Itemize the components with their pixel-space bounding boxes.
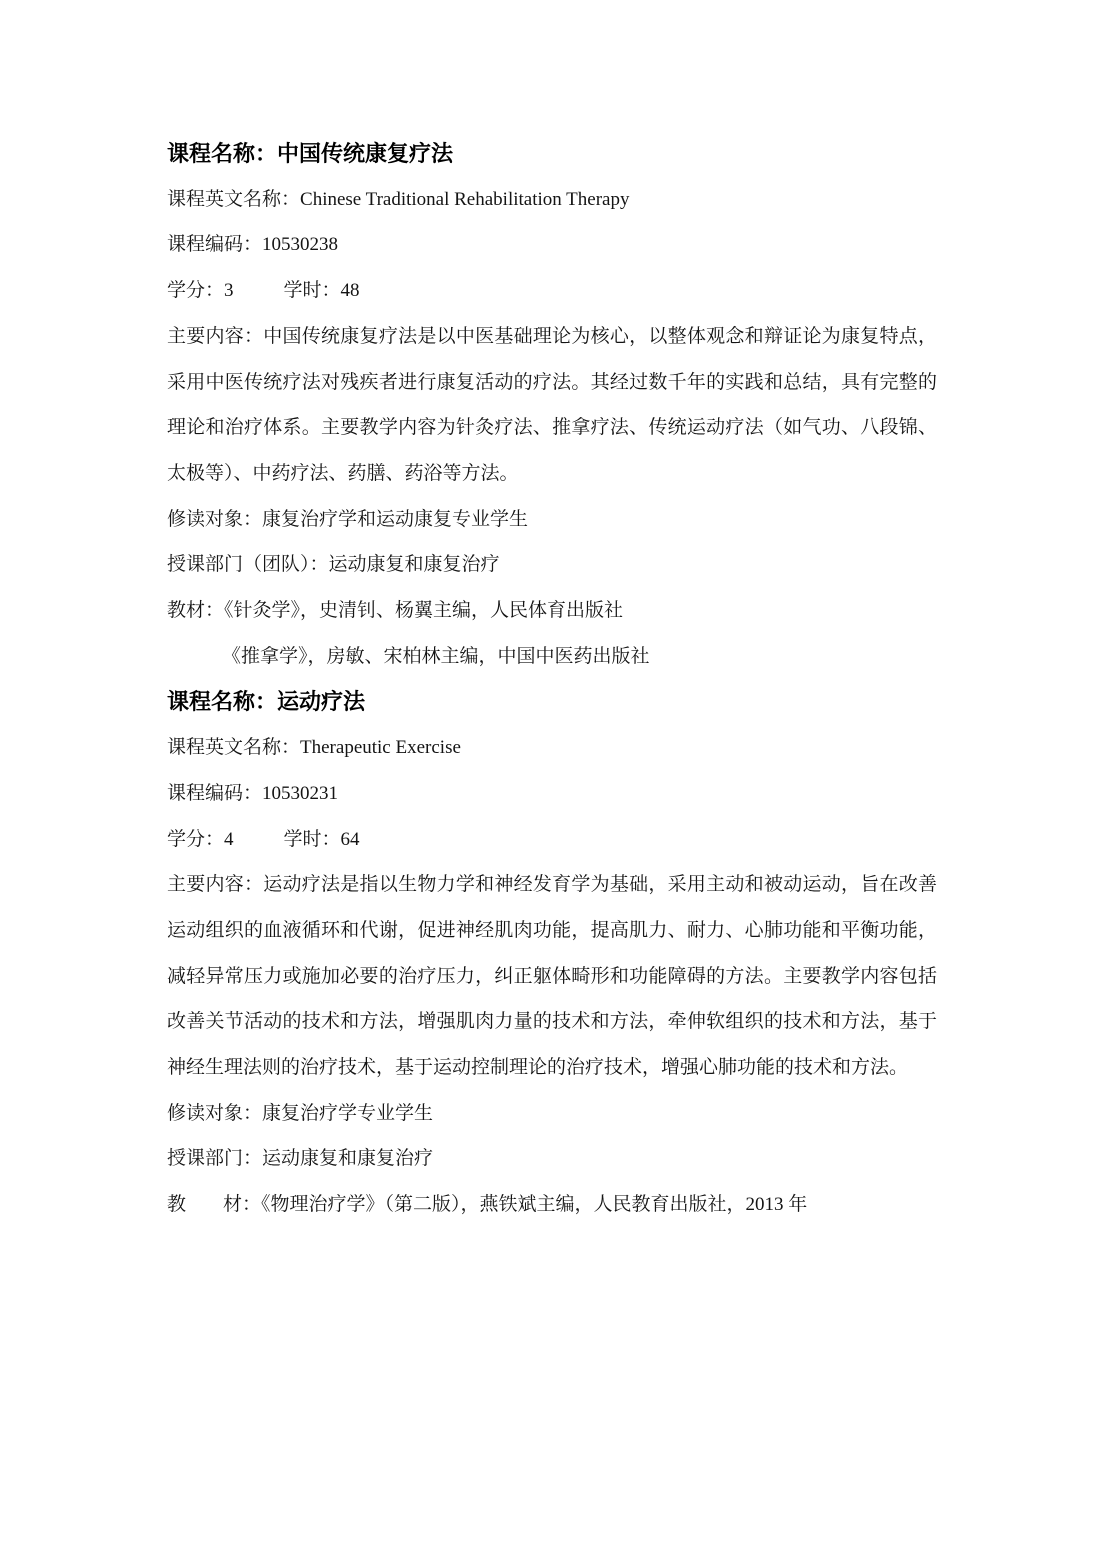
course-1-code: 10530238 (262, 234, 339, 256)
course-1-english-name-label: 课程英文名称： (167, 188, 301, 210)
course-2-title-line (167, 679, 937, 725)
course-1-credit-label: 学分： (167, 280, 225, 302)
course-1-credits-hours-line (167, 268, 937, 314)
course-2-department-line: 授课部门：运动康复和康复治疗 (167, 1148, 434, 1170)
course-1-department-line: 授课部门（团队）：运动康复和康复治疗 (167, 554, 500, 576)
course-1-hours-label: 学时： (283, 280, 341, 302)
course-2-hours-label: 学时： (283, 828, 341, 850)
course-1-english-name-line (167, 177, 937, 223)
course-1-english-name: Chinese Traditional Rehabilitation Therapy (300, 188, 630, 210)
course-2-title: 运动疗法 (277, 689, 366, 715)
course-2-code-line (167, 771, 937, 817)
course-1-main-content: 主要内容：中国传统康复疗法是以中医基础理论为核心，以整体观念和辩证论为康复特点，采用中医传统疗法对残疾者进行康复活动的疗法。其经过数千年的实践和总结，具有完整的理论和治疗体系。主要教学内容为针灸疗法、推拿疗法、传统运动疗法（如气功、八段锦、太极等）、中药疗法、药膳、药浴等方法。 (167, 325, 937, 484)
course-2-credit-value: 4 (224, 828, 234, 850)
course-2-textbook-line (167, 1182, 937, 1228)
course-1-title: 中国传统康复疗法 (277, 141, 454, 166)
course-2-audience-line: 修读对象：康复治疗学专业学生 (167, 1102, 434, 1124)
course-2-hours-value: 64 (340, 828, 360, 850)
course-2-english-name-label: 课程英文名称： (167, 737, 301, 759)
course-1-title-label: 课程名称： (167, 141, 278, 166)
course-2-main-content: 主要内容：运动疗法是指以生物力学和神经发育学为基础，采用主动和被动运动，旨在改善运动组织的血液循环和代谢，促进神经肌肉功能，提高肌力、耐力、心肺功能和平衡功能，减轻异常压力或施加必要的治疗压力，纠正躯体畸形和功能障碍的方法。主要教学内容包括改善关节活动的技术和方法，增强肌肉力量的技术和方法，牵伸软组织的技术和方法，基于神经生理法则的治疗技术，基于运动控制理论的治疗技术，增强心肺功能的技术和方法。 (167, 874, 937, 1079)
course-1-textbook-line-2: 《推拿学》，房敏、宋柏林主编，中国中医药出版社 (222, 645, 650, 667)
course-2-textbook-prefix: 教 (167, 1194, 187, 1216)
course-1-audience-line: 修读对象：康复治疗学和运动康复专业学生 (167, 508, 529, 530)
course-section-1 (167, 131, 937, 679)
course-2-english-name: Therapeutic Exercise (300, 737, 461, 759)
course-1-hours-value: 48 (340, 280, 360, 302)
course-1-code-label: 课程编码： (167, 234, 263, 256)
course-2-credit-label: 学分： (167, 828, 225, 850)
course-2-title-label: 课程名称： (167, 689, 278, 715)
page-content (167, 131, 937, 1228)
course-1-textbook-line-1: 教材：《针灸学》，史清钊、杨翼主编，人民体育出版社 (167, 600, 624, 622)
course-1-code-line (167, 222, 937, 268)
course-2-english-name-line (167, 725, 937, 771)
course-2-code-label: 课程编码： (167, 782, 263, 804)
course-section-2 (167, 679, 937, 1227)
course-2-textbook-rest: 材：《物理治疗学》（第二版），燕铁斌主编，人民教育出版社，2013 年 (223, 1194, 808, 1216)
course-1-title-line (167, 131, 937, 177)
course-1-credit-value: 3 (224, 280, 234, 302)
course-2-credits-hours-line (167, 817, 937, 863)
course-2-code: 10530231 (262, 782, 339, 804)
